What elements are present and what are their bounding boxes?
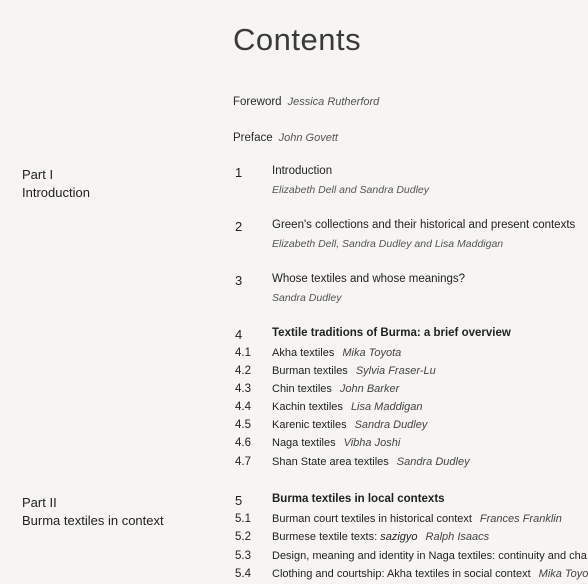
section-author: Sylvia Fraser-Lu bbox=[355, 365, 436, 377]
section-title: Burman textiles bbox=[272, 365, 348, 377]
foreword-label: Foreword bbox=[233, 96, 282, 108]
chapter-number: 5 bbox=[235, 493, 243, 508]
section-title: Shan State area textiles bbox=[272, 456, 389, 468]
chapter-title: Whose textiles and whose meanings? bbox=[272, 273, 466, 285]
chapter-title: Textile traditions of Burma: a brief overview bbox=[272, 327, 511, 339]
part-label: Part II bbox=[22, 495, 57, 510]
section-author: Sandra Dudley bbox=[354, 419, 428, 431]
section-author: Lisa Maddigan bbox=[350, 401, 423, 413]
section-number: 5.4 bbox=[235, 568, 251, 580]
section-number: 5.2 bbox=[235, 531, 251, 543]
section-title: Karenic textiles bbox=[272, 419, 347, 431]
chapter-authors: Sandra Dudley bbox=[272, 292, 342, 304]
section-author: Ralph Isaacs bbox=[425, 531, 490, 543]
chapter-number: 2 bbox=[235, 219, 243, 234]
chapter-authors: Elizabeth Dell and Sandra Dudley bbox=[272, 184, 430, 196]
section-author: Mika Toyo bbox=[538, 568, 588, 580]
section-title: Design, meaning and identity in Naga textiles: continuity and cha bbox=[272, 550, 587, 562]
section-number: 4.2 bbox=[235, 365, 251, 377]
section-number: 4.4 bbox=[235, 401, 251, 413]
section-title: Akha textiles bbox=[272, 347, 335, 359]
part-label: Part I bbox=[22, 167, 54, 182]
section-author: Mika Toyota bbox=[342, 347, 402, 359]
section-number: 4.3 bbox=[235, 383, 251, 395]
section-title: Clothing and courtship: Akha textiles in social context bbox=[272, 568, 531, 580]
section-author: Vibha Joshi bbox=[343, 437, 401, 449]
section-title: Kachin textiles bbox=[272, 401, 343, 413]
chapter-title: Green's collections and their historical and present contexts bbox=[272, 219, 576, 231]
section-title: Chin textiles bbox=[272, 383, 332, 395]
section-number: 4.5 bbox=[235, 419, 251, 431]
section-number: 5.3 bbox=[235, 550, 251, 562]
section-title: Naga textiles bbox=[272, 437, 336, 449]
section-title: Burman court textiles in historical context bbox=[272, 513, 472, 525]
part-name: Burma textiles in context bbox=[22, 513, 164, 528]
preface-author: John Govett bbox=[278, 132, 338, 144]
chapter-authors: Elizabeth Dell, Sandra Dudley and Lisa Maddigan bbox=[272, 238, 504, 250]
section-author: Sandra Dudley bbox=[396, 456, 470, 468]
section-number: 4.6 bbox=[235, 437, 251, 449]
preface-label: Preface bbox=[233, 132, 273, 144]
chapter-number: 3 bbox=[235, 273, 243, 288]
section-number: 4.7 bbox=[235, 456, 251, 468]
foreword-entry[interactable] bbox=[233, 96, 379, 108]
chapter-number: 4 bbox=[235, 327, 243, 342]
section-title-italic: sazigyo bbox=[380, 531, 418, 543]
section-number: 4.1 bbox=[235, 347, 251, 359]
part-1-heading bbox=[22, 166, 90, 202]
chapter-title: Burma textiles in local contexts bbox=[272, 493, 445, 505]
page-title: Contents bbox=[233, 22, 362, 57]
chapter-title: Introduction bbox=[272, 165, 333, 177]
foreword-author: Jessica Rutherford bbox=[287, 96, 380, 108]
section-author: John Barker bbox=[339, 383, 400, 395]
part-2-heading bbox=[22, 494, 164, 530]
part-name: Introduction bbox=[22, 185, 90, 200]
chapter-number: 1 bbox=[235, 165, 243, 180]
section-author: Frances Franklin bbox=[479, 513, 562, 525]
section-title: Burmese textile texts: bbox=[272, 531, 378, 543]
section-number: 5.1 bbox=[235, 513, 251, 525]
preface-entry[interactable] bbox=[233, 132, 338, 144]
